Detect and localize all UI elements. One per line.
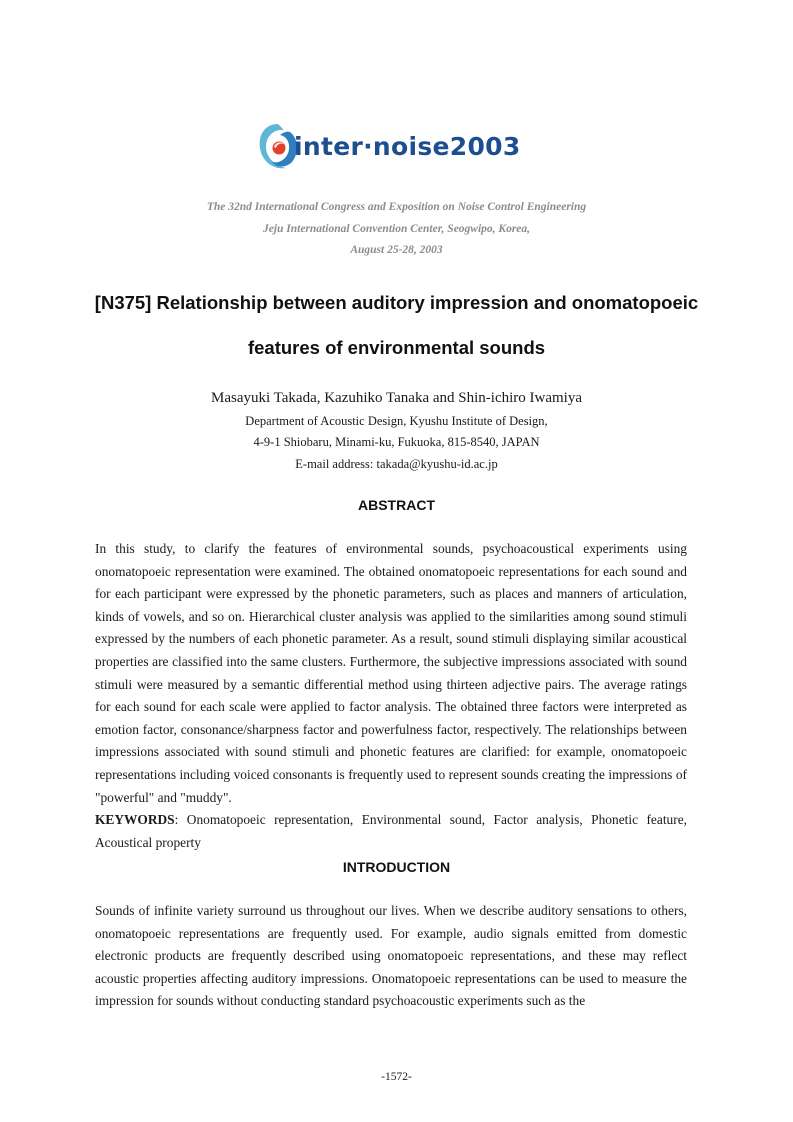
affiliation-line-1: Department of Acoustic Design, Kyushu Institute of Design, (245, 414, 548, 428)
logo-wordmark: inter·noise2003 (294, 132, 521, 161)
affiliation-line-2: 4-9-1 Shiobaru, Minami-ku, Fukuoka, 815-8540, JAPAN (253, 435, 540, 449)
introduction-heading: INTRODUCTION (342, 859, 451, 875)
keywords-label: KEYWORDS (95, 812, 175, 828)
conference-line-3: August 25-28, 2003 (350, 244, 443, 256)
introduction-body: Sounds of infinite variety surround us throughout our lives. When we describe auditory sensations to others, onomatopoeic representations are frequently used. For example, audio signals emitted from domestic electronic products are frequently described using onomatopoeic representations, and these may reflect acoustic properties affecting auditory impressions. Onomatopoeic representations can be used to measure the impression for sounds without conducting standard psychoacoustic experiments such as the (95, 903, 687, 1009)
author-list: Masayuki Takada, Kazuhiko Tanaka and Shin-ichiro Iwamiya (211, 390, 582, 406)
abstract-body (95, 538, 687, 854)
author-email: E-mail address: takada@kyushu-id.ac.jp (295, 457, 498, 471)
keywords-text: : Onomatopoeic representation, Environmental sound, Factor analysis, Phonetic feature, Acoustical property (95, 812, 687, 850)
abstract-text: In this study, to clarify the features of environmental sounds, psychoacoustical experiments using onomatopoeic representation were examined. The obtained onomatopoeic representations for each sound and for each participant were expressed by the phonetic parameters, such as places and manners of articulation, kinds of vowels, and so on. Hierarchical cluster analysis was applied to the similarities among sound stimuli expressed by the numbers of each phonetic parameter. As a result, sound stimuli displaying similar acoustical properties are classified into the same clusters. Furthermore, the subjective impressions associated with sound stimuli were measured by a semantic differential method using thirteen adjective pairs. The average ratings for each sound for each scale were applied to factor analysis. The obtained three factors were interpreted as emotion factor, consonance/sharpness factor and powerfulness factor, respectively. The relationships between impressions associated with sound stimuli and phonetic features are clarified: for example, onomatopoeic representations including voiced consonants is frequently used to represent sounds creating the impressions of "powerful" and "muddy". (95, 541, 687, 805)
conference-line-1: The 32nd International Congress and Exposition on Noise Control Engineering (206, 201, 587, 213)
paper-title-line-1: [N375] Relationship between auditory impression and onomatopoeic (94, 292, 699, 313)
abstract-heading: ABSTRACT (358, 497, 435, 513)
conference-line-2: Jeju International Convention Center, Seogwipo, Korea, (262, 223, 531, 235)
conference-logo (252, 118, 542, 178)
page-number: -1572- (381, 1071, 412, 1083)
paper-title-line-2: features of environmental sounds (247, 337, 546, 358)
